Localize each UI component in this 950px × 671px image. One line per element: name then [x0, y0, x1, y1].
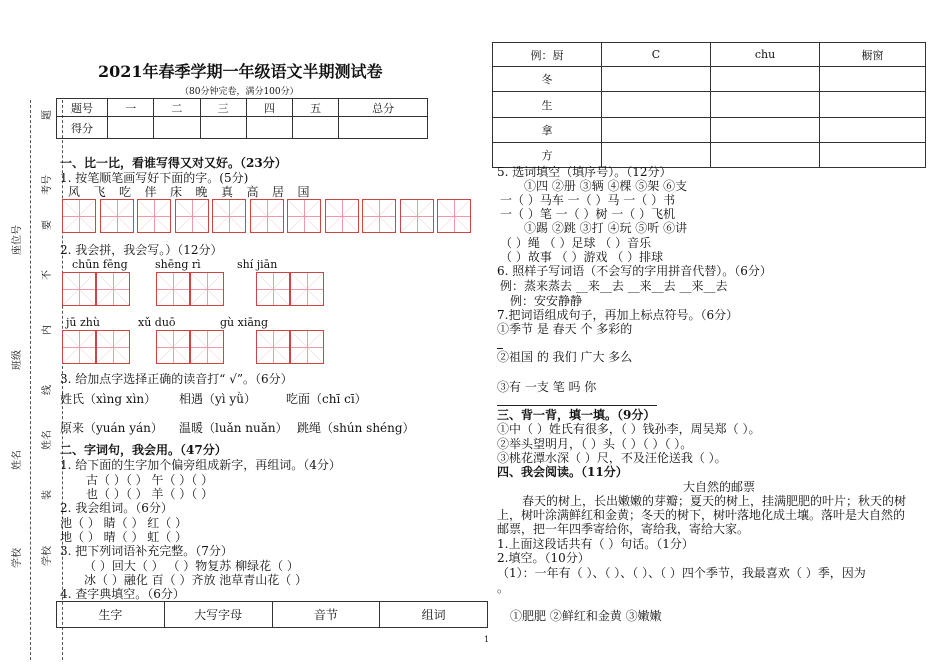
tianzige-box[interactable] [290, 272, 324, 306]
dict-cell: 生 [493, 92, 602, 118]
reading-para: 上，树叶涂满鲜红和金黄；冬天的树下，树叶落地化成土壤。落叶是大自然的 [497, 508, 906, 522]
reading-choice[interactable]: 跳绳（shún shéng） [297, 421, 415, 435]
s3-line1[interactable]: ①中（ ）姓氏有很多，（ ）钱孙李，周吴郑（ ）。 [497, 422, 761, 436]
dict-cell: 方 [493, 143, 602, 168]
dict-cell: chu [711, 43, 820, 67]
s2-q1-line2[interactable]: 也（ ）（ ） 羊（ ）（ ） [86, 487, 214, 501]
tianzige-box[interactable] [156, 272, 190, 306]
r7-question: 7.把词语组成句子，再加上标点符号。（6分） [497, 308, 739, 322]
tianzige-box[interactable] [287, 199, 321, 233]
binding-class-label: 班级 [12, 350, 23, 370]
score-input-cell[interactable] [293, 117, 339, 139]
s2-q1-line1[interactable]: 古（ ）（ ） 午（ ）（ ） [86, 473, 214, 487]
r7-line3: ③有 一支 笔 吗 你 [497, 380, 597, 394]
score-table [56, 98, 428, 139]
dict-input-cell[interactable] [820, 143, 926, 168]
s1-q2: 2. 我会拼，我会写。）（12分） [60, 243, 223, 257]
stroke-char: 吃 [119, 185, 132, 199]
dict-input-cell[interactable] [820, 118, 926, 143]
reading-choice[interactable]: 原来（yuán yán） [60, 421, 163, 435]
section4-heading: 四、我会阅读。（11分） [497, 465, 628, 479]
r5-question: 5. 选词填空（填序号）。（12分） [497, 165, 672, 179]
r5-line3[interactable]: （ ）绳 （ ）足球 （ ）音乐 [500, 236, 652, 250]
r7-line2: ②祖国 的 我们 广大 多么 [497, 350, 633, 364]
tianzige-box[interactable] [137, 199, 171, 233]
stroke-char: 真 [221, 185, 234, 199]
s2-q3-line2[interactable]: 冰（ ）融化 百（ ）齐放 池草青山花（ ） [84, 573, 308, 587]
r6-question: 6. 照样子写词语（不会写的字用拼音代替）。（6分） [497, 264, 772, 278]
binding-bu-label: 不 [42, 270, 53, 280]
binding-kaohao-label: 考号 [42, 175, 53, 195]
dict-cell: 例：厨 [493, 43, 602, 67]
r5-options2: ①踢 ②跳 ③打 ④玩 ⑤听 ⑥讲 [524, 221, 688, 235]
score-cell: 三 [200, 99, 246, 117]
score-cell: 四 [246, 99, 292, 117]
r6-example1[interactable]: 例：蒸来蒸去 __来__去 __来__去 __来__去 [500, 279, 728, 293]
score-cell: 得分 [57, 117, 108, 139]
reading-title: 大自然的邮票 [683, 480, 756, 494]
dict-input-cell[interactable] [602, 67, 711, 92]
binding-ti-label: 题 [42, 110, 53, 120]
s4-q2a[interactable]: （1）：一年有（ ）、（ ）、（ ）、（ ）四个季节，我最喜欢（ ）季，因为 [497, 566, 866, 580]
score-input-cell[interactable] [200, 117, 246, 139]
stroke-char: 风 [68, 185, 81, 199]
score-input-cell[interactable] [108, 117, 154, 139]
stroke-char: 高 [246, 185, 259, 199]
score-input-cell[interactable] [246, 117, 292, 139]
r5-line2[interactable]: 一（ ）笔 一（ ）树 一（ ）飞机 [500, 207, 676, 221]
stroke-char: 床 [170, 185, 183, 199]
dict-input-cell[interactable] [602, 143, 711, 168]
tianzige-box[interactable] [437, 199, 471, 233]
binding-zhuang-label: 装 [42, 490, 53, 500]
tianzige-box[interactable] [290, 330, 324, 364]
binding-name-label: 姓名 [12, 450, 23, 470]
tianzige-box[interactable] [175, 199, 209, 233]
dict-input-cell[interactable] [711, 92, 820, 118]
score-cell: 题号 [57, 99, 108, 117]
r5-options1: ①四 ②册 ③辆 ④棵 ⑤架 ⑥支 [524, 179, 688, 193]
binding-seat-label: 座位号 [12, 225, 23, 255]
s4-q2: 2.填空。（10分） [497, 551, 590, 565]
stroke-char: 居 [272, 185, 285, 199]
dict-input-cell[interactable] [711, 67, 820, 92]
reading-choice[interactable]: 吃面（chī cī） [286, 392, 367, 406]
tianzige-box[interactable] [362, 199, 396, 233]
dict-cell: 冬 [493, 67, 602, 92]
reading-para: 春天的树上，长出嫩嫩的芽瓣；夏天的树上，挂满肥肥的叶片；秋天的树 [522, 494, 907, 508]
s2-q1: 1. 给下面的生字加个偏旁组成新字，再组词。（4分） [60, 458, 341, 472]
dict-input-cell[interactable] [602, 92, 711, 118]
dict-head-cell: 生字 [57, 602, 165, 628]
pinyin-2: shēng rì [155, 258, 201, 271]
tianzige-box[interactable] [62, 330, 96, 364]
tianzige-box[interactable] [212, 199, 246, 233]
s2-q2-line2[interactable]: 地（ ） 晴（ ） 虹（ ） [60, 530, 188, 544]
dict-head-cell: 大写字母 [164, 602, 272, 628]
score-input-cell[interactable] [339, 117, 428, 139]
s4-options: ①肥肥 ②鲜红和金黄 ③嫩嫩 [510, 609, 662, 623]
dict-input-cell[interactable] [820, 92, 926, 118]
tianzige-box[interactable] [325, 199, 359, 233]
binding-yao-label: 要 [42, 220, 53, 230]
section3-heading: 三、背一背，填一填。（9分） [497, 408, 656, 422]
stroke-char: 飞 [93, 185, 106, 199]
binding-dash-line-1 [30, 100, 31, 660]
stroke-char: 国 [297, 185, 310, 199]
r7-answer-line[interactable] [497, 348, 503, 349]
dict-head-cell: 组词 [380, 602, 488, 628]
tianzige-box[interactable] [256, 272, 290, 306]
tianzige-box[interactable] [62, 272, 96, 306]
page-number: 1 [484, 635, 490, 644]
dict-cell: 拿 [493, 118, 602, 143]
reading-choice[interactable]: 姓氏（xìng xìn） [60, 392, 157, 406]
s2-q2-line1[interactable]: 池（ ） 睛（ ） 红（ ） [60, 516, 188, 530]
reading-para: 邮票，把一年四季寄给你，寄给我，寄给大家。 [497, 522, 750, 536]
dict-input-cell[interactable] [711, 143, 820, 168]
pinyin-6: gù xiāng [220, 316, 269, 329]
reading-choice[interactable]: 温暖（luǎn nuǎn） [179, 421, 288, 435]
r5-line1[interactable]: 一（ ）马车 一（ ）马 一（ ）书 [500, 193, 676, 207]
pinyin-5: xǔ duō [138, 316, 176, 329]
score-cell: 一 [108, 99, 154, 117]
stroke-char: 晚 [195, 185, 208, 199]
section1-heading: 一、比一比，看谁写得又对又好。（23分） [60, 156, 287, 170]
dict-cell: C [602, 43, 711, 67]
tianzige-box[interactable] [190, 272, 224, 306]
s2-q2: 2. 我会组词。（6分） [60, 501, 173, 515]
binding-xian-label: 线 [42, 385, 53, 395]
section2-heading: 二、字词句，我会用。（47分） [60, 443, 227, 457]
pinyin-1: chūn fēng [72, 258, 128, 271]
binding-school-label: 学校 [12, 548, 23, 568]
dict-input-cell[interactable] [711, 118, 820, 143]
tianzige-box[interactable] [250, 199, 284, 233]
stroke-char: 伴 [144, 185, 157, 199]
pinyin-3: shí jiān [237, 258, 278, 271]
r5-line4[interactable]: （ ）故事 （ ）游戏 （ ）排球 [500, 250, 664, 264]
dict-head-cell: 音节 [272, 602, 380, 628]
r6-example2: 例：安安静静 [510, 294, 583, 308]
binding-school-label-2: 学校 [42, 546, 53, 566]
tianzige-box[interactable] [62, 199, 96, 233]
s1-q3: 3. 给加点字选择正确的读音打“ √”。（6分） [60, 372, 293, 386]
reading-choice[interactable]: 相遇（yì yǜ） [179, 392, 256, 406]
s4-q2b: 。 [497, 581, 510, 595]
score-cell: 二 [154, 99, 200, 117]
pinyin-4: jū zhù [66, 316, 100, 329]
page-title: 2021年春季学期一年级语文半期测试卷 [98, 62, 383, 81]
dict-table [492, 42, 926, 168]
tianzige-box[interactable] [156, 330, 190, 364]
s4-q1[interactable]: 1.上面这段话共有（ ）句话。（1分） [497, 537, 694, 551]
r7-answer-line[interactable] [497, 405, 657, 406]
s2-q4: 4. 查字典填空。（6分） [60, 587, 185, 601]
dict-cell: 橱窗 [820, 43, 926, 67]
r7-line1: ①季节 是 春天 个 多彩的 [497, 322, 633, 336]
dict-header-table [56, 601, 488, 628]
tianzige-box[interactable] [96, 330, 130, 364]
page-subtitle: （80分钟完卷，满分100分） [180, 87, 299, 97]
s1-q1: 1. 按笔顺笔画写好下面的字。(5分) [60, 171, 249, 185]
tianzige-box[interactable] [100, 199, 134, 233]
score-cell: 五 [293, 99, 339, 117]
s3-line2[interactable]: ②举头望明月，（ ）头（ ）（ ）（ ）。 [497, 437, 693, 451]
tianzige-box[interactable] [256, 330, 290, 364]
tianzige-box[interactable] [96, 272, 130, 306]
dict-input-cell[interactable] [820, 67, 926, 92]
s2-q3: 3. 把下列词语补充完整。（7分） [60, 544, 233, 558]
s2-q3-line1[interactable]: （ ）回大（ ） （ ）物复苏 柳绿花（ ） [84, 559, 299, 573]
binding-name-label-2: 姓名 [42, 430, 53, 450]
binding-nei-label: 内 [42, 325, 53, 335]
score-cell: 总分 [339, 99, 428, 117]
score-input-cell[interactable] [154, 117, 200, 139]
tianzige-box[interactable] [190, 330, 224, 364]
tianzige-box[interactable] [400, 199, 434, 233]
dict-input-cell[interactable] [602, 118, 711, 143]
s3-line3[interactable]: ③桃花潭水深（ ）尺，不及汪伦送我（ ）。 [497, 451, 727, 465]
